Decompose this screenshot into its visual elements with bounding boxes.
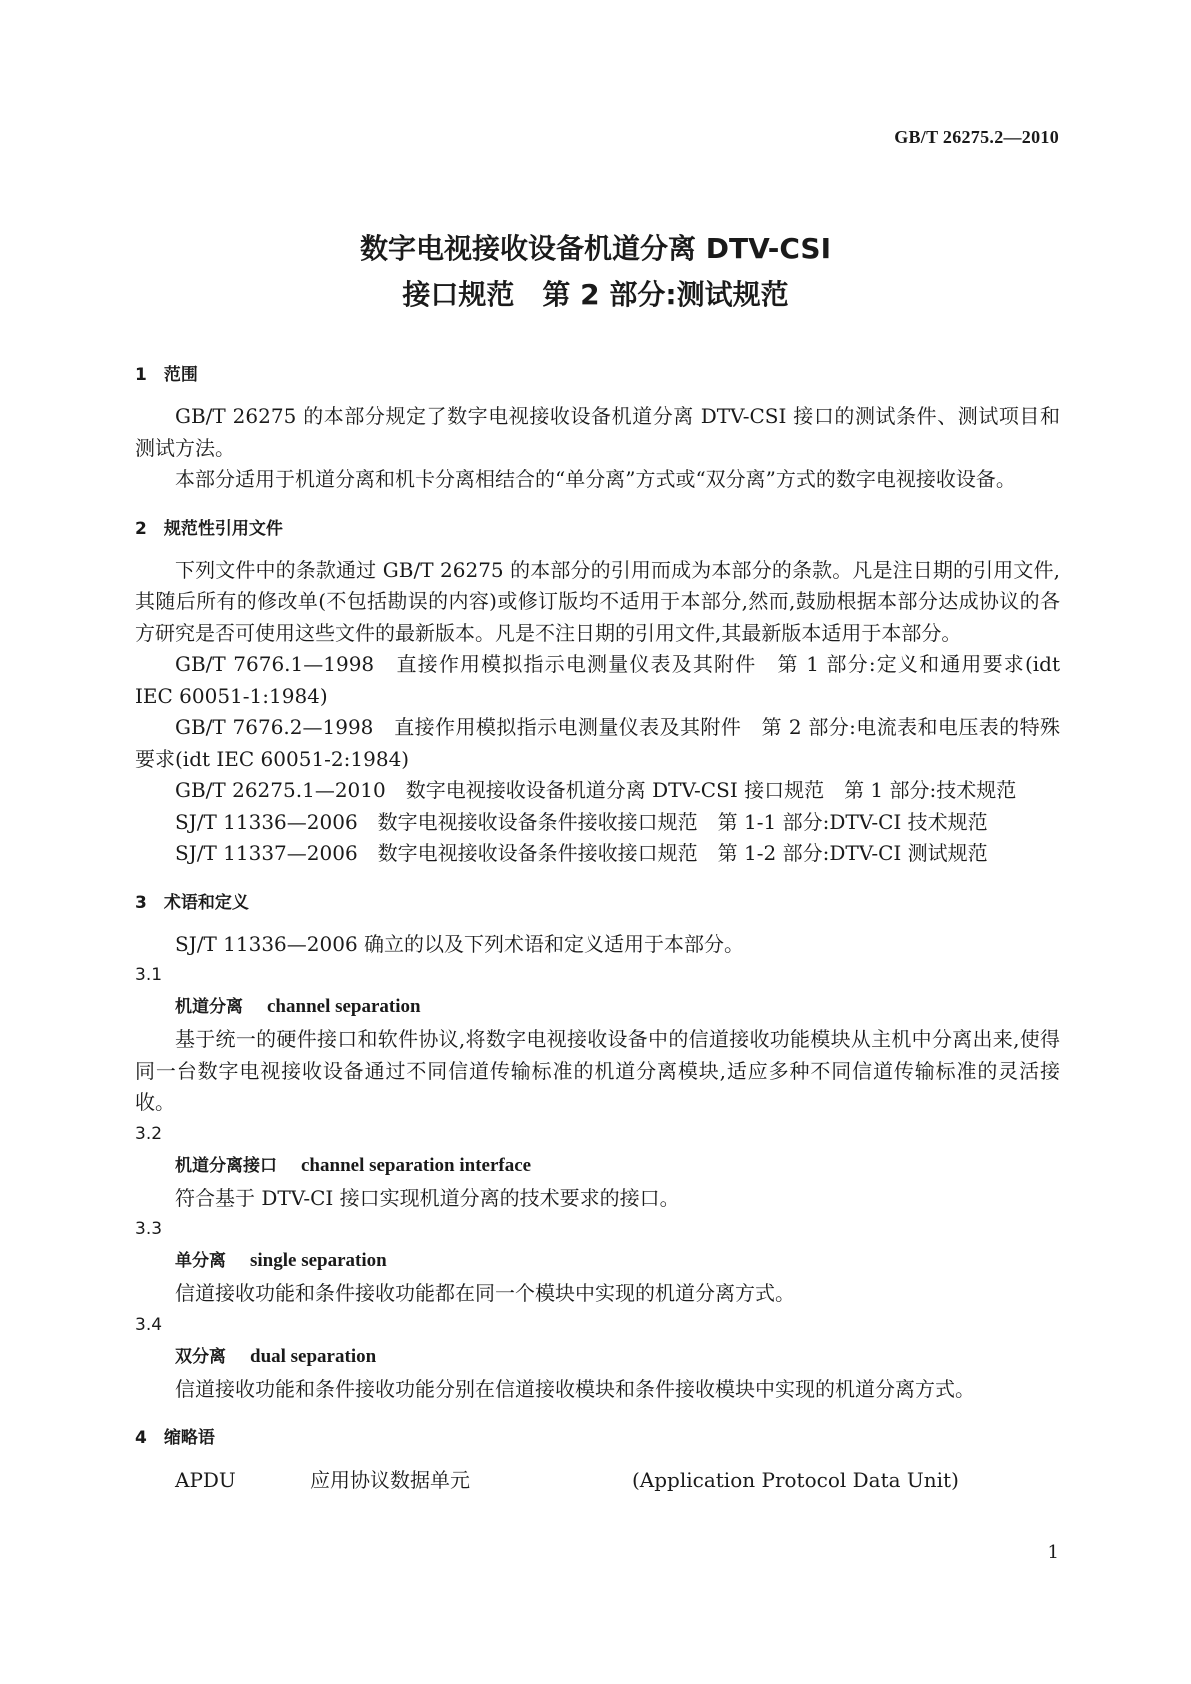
term-name-zh: 双分离 xyxy=(175,1346,226,1367)
normative-reference: GB/T 26275.1—2010 数字电视接收设备机道分离 DTV-CSI 接口规范 第 1 部分:技术规范 xyxy=(175,778,1017,802)
title-line-1: 数字电视接收设备机道分离 DTV-CSI xyxy=(360,232,831,265)
section-3-paragraph-1: SJ/T 11336—2006 确立的以及下列术语和定义适用于本部分。 xyxy=(175,931,745,956)
section-2-paragraph-1: 下列文件中的条款通过 GB/T 26275 的本部分的引用而成为本部分的条款。凡是注日期的引用文件,其随后所有的修改单(不包括勘误的内容)或修订版均不适用于本部分,然而,鼓励根据本部分达成协议的各方研究是否可使用这些文件的最新版本。凡是不注日期的引用文件,其最新版本适用于本部分。 xyxy=(135,557,1060,645)
section-3-heading: 3 术语和定义 xyxy=(135,892,249,913)
abbreviation-zh: 应用协议数据单元 xyxy=(310,1468,470,1492)
normative-reference: GB/T 7676.2—1998 直接作用模拟指示电测量仪表及其附件 第 2 部分:电流表和电压表的特殊要求(idt IEC 60051-2:1984) xyxy=(135,715,1060,771)
abbreviation: APDU xyxy=(175,1468,236,1492)
normative-reference: GB/T 7676.1—1998 直接作用模拟指示电测量仪表及其附件 第 1 部分:定义和通用要求(idt IEC 60051-1:1984) xyxy=(135,652,1067,708)
section-2-heading: 2 规范性引用文件 xyxy=(135,518,283,539)
normative-reference: SJ/T 11336—2006 数字电视接收设备条件接收接口规范 第 1-1 部分:DTV-CI 技术规范 xyxy=(175,809,988,834)
section-4-heading: 4 缩略语 xyxy=(135,1428,215,1448)
term-name-zh: 机道分离 xyxy=(175,997,243,1017)
term-number: 3.4 xyxy=(135,1314,163,1335)
page-number: 1 xyxy=(1047,1542,1059,1563)
term-name-en: channel separation xyxy=(267,996,421,1017)
term-number: 3.2 xyxy=(135,1123,163,1144)
term-number: 3.1 xyxy=(135,965,163,985)
term-name xyxy=(135,990,1060,1024)
term-number: 3.3 xyxy=(135,1219,163,1239)
section-1-heading: 1 范围 xyxy=(135,365,198,385)
term-name-en: single separation xyxy=(250,1250,387,1271)
document-body xyxy=(135,360,1067,1496)
term-name xyxy=(135,1244,1060,1278)
standard-code: GB/T 26275.2—2010 xyxy=(894,127,1059,147)
title-line-2: 接口规范 第 2 部分:测试规范 xyxy=(402,278,789,311)
term-definition: 信道接收功能和条件接收功能分别在信道接收模块和条件接收模块中实现的机道分离方式。 xyxy=(175,1376,975,1401)
term-name-zh: 机道分离接口 xyxy=(175,1155,277,1176)
term-definition: 符合基于 DTV-CI 接口实现机道分离的技术要求的接口。 xyxy=(175,1185,680,1210)
term-name-en: channel separation interface xyxy=(301,1154,532,1176)
term-name-en: dual separation xyxy=(250,1345,377,1367)
normative-reference: SJ/T 11337—2006 数字电视接收设备条件接收接口规范 第 1-2 部分:DTV-CI 测试规范 xyxy=(175,841,988,865)
abbreviation-en: (Application Protocol Data Unit) xyxy=(632,1468,959,1492)
term-name xyxy=(135,1149,1060,1183)
section-1-paragraph-1: GB/T 26275 的本部分规定了数字电视接收设备机道分离 DTV-CSI 接口的测试条件、测试项目和测试方法。 xyxy=(135,404,1060,460)
section-1-paragraph-2: 本部分适用于机道分离和机卡分离相结合的“单分离”方式或“双分离”方式的数字电视接收设备。 xyxy=(175,467,1016,491)
term-name-zh: 单分离 xyxy=(175,1251,226,1271)
document-title xyxy=(0,226,1191,318)
term-definition: 信道接收功能和条件接收功能都在同一个模块中实现的机道分离方式。 xyxy=(175,1281,795,1305)
abbreviation-row xyxy=(135,1464,1060,1496)
term-name xyxy=(135,1340,1060,1374)
term-definition: 基于统一的硬件接口和软件协议,将数字电视接收设备中的信道接收功能模块从主机中分离出来,使得同一台数字电视接收设备通过不同信道传输标准的机道分离模块,适应多种不同信道传输标准的灵活接收。 xyxy=(135,1027,1060,1114)
